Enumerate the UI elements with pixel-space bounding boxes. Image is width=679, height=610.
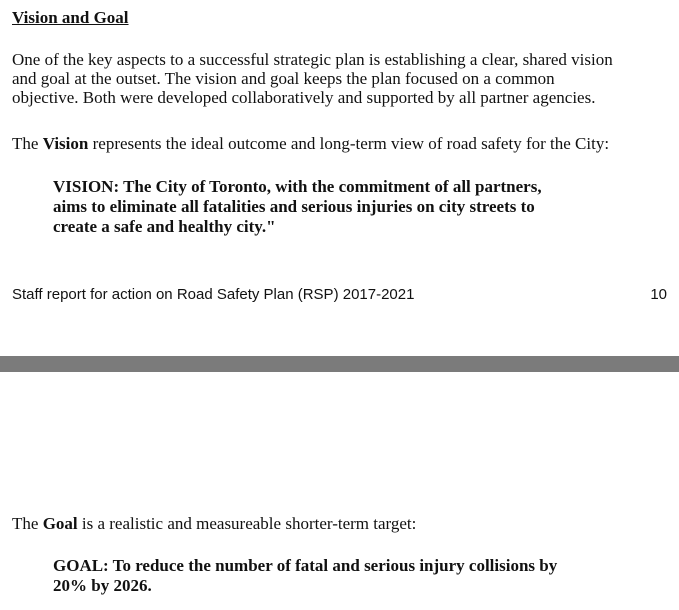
vision-intro-paragraph	[12, 134, 609, 153]
document-page-bottom	[0, 372, 679, 610]
section-heading: Vision and Goal	[12, 8, 129, 27]
vision-intro-suffix: represents the ideal outcome and long-term view of road safety for the City:	[88, 134, 610, 153]
vision-line-3: create a safe and healthy city."	[53, 217, 276, 236]
intro-paragraph	[12, 50, 613, 107]
goal-term: Goal	[42, 514, 78, 533]
vision-line-1: VISION: The City of Toronto, with the commitment of all partners,	[53, 177, 542, 196]
goal-statement	[53, 556, 557, 596]
page-separator	[0, 356, 679, 372]
goal-intro-prefix: The	[12, 514, 43, 533]
goal-intro-suffix: is a realistic and measureable shorter-term target:	[77, 514, 417, 533]
vision-term: Vision	[42, 134, 89, 153]
goal-line-1: GOAL: To reduce the number of fatal and serious injury collisions by	[53, 556, 558, 575]
vision-line-2: aims to eliminate all fatalities and serious injuries on city streets to	[53, 197, 535, 216]
intro-line-1: One of the key aspects to a successful strategic plan is establishing a clear, shared vision	[12, 50, 613, 69]
goal-line-2: 20% by 2026.	[53, 576, 152, 595]
vision-statement	[53, 177, 542, 237]
intro-line-3: objective. Both were developed collaboratively and supported by all partner agencies.	[12, 88, 596, 107]
page-number: 10	[650, 286, 667, 303]
intro-line-2: and goal at the outset. The vision and goal keeps the plan focused on a common	[12, 69, 555, 88]
goal-intro-paragraph	[12, 514, 416, 533]
vision-intro-prefix: The	[12, 134, 43, 153]
report-footer: Staff report for action on Road Safety Plan (RSP) 2017-2021	[12, 286, 415, 303]
